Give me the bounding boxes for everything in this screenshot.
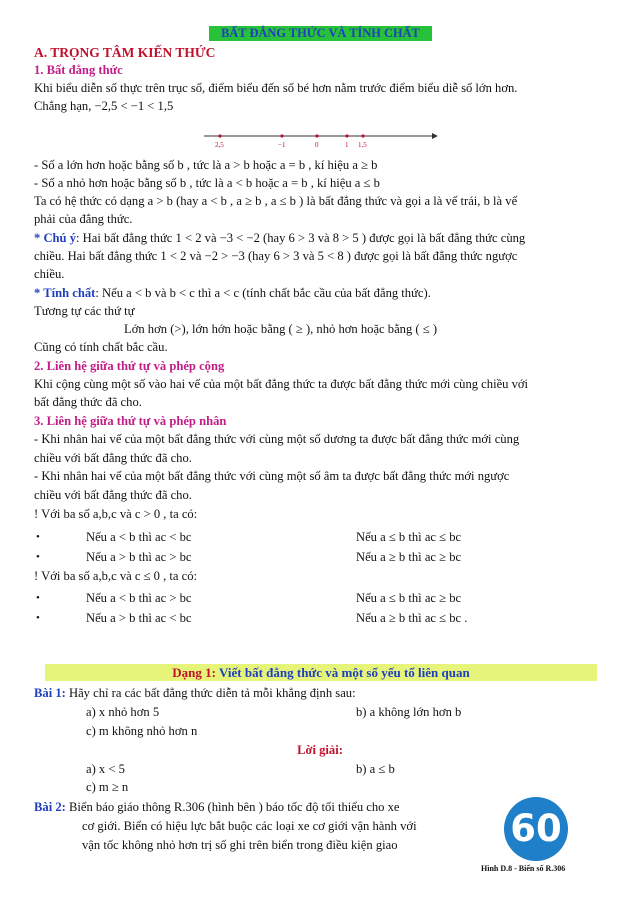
line-definition-cont: phải của đẳng thức.: [34, 212, 133, 226]
note-line-1: [34, 231, 525, 246]
rule-3-left: Nếu a < b thì ac > bc: [86, 591, 192, 605]
rule-4-left: Nếu a > b thì ac < bc: [86, 611, 192, 625]
bullet-2: •: [36, 551, 40, 563]
exercise-2-line-2: cơ giới. Biển có hiệu lực bắt buộc các loại xe cơ giới vận hành với: [82, 819, 417, 833]
rule-3-right: Nếu a ≤ b thì ac ≥ bc: [356, 591, 462, 605]
heading-1: 1. Bất đẳng thức: [34, 63, 123, 77]
section-a-heading: A. TRỌNG TÂM KIẾN THỨC: [34, 45, 216, 60]
property-line-3: Lớn hơn (>), lớn hớn hoặc bằng ( ≥ ), nhỏ hơn hoặc bằng ( ≤ ): [124, 322, 438, 336]
note-label: * Chú ý: [34, 231, 76, 245]
condition-nonpositive: ! Với ba số a,b,c và c ≤ 0 , ta có:: [34, 569, 198, 583]
rule-1-left: Nếu a < b thì ac < bc: [86, 530, 192, 544]
section-3-line-1: - Khi nhân hai vế của một bất đẳng thức với cùng một số dương ta được bất đẳng thức mới cùng: [34, 432, 520, 446]
rule-2-right: Nếu a ≥ b thì ac ≥ bc: [356, 550, 462, 564]
property-label: * Tính chất: [34, 286, 96, 300]
exercise-type-banner: [45, 664, 597, 681]
heading-3: 3. Liên hệ giữa thứ tự và phép nhân: [34, 414, 227, 428]
tick-label-2: 0: [315, 141, 319, 149]
exercise-1-prompt: [34, 686, 356, 701]
note-line-3: chiều.: [34, 267, 65, 281]
property-line-2: Tương tự các thứ tự: [34, 304, 135, 318]
section-2-line-2: bất đẳng thức đã cho.: [34, 395, 142, 409]
line-le: - Số a nhỏ hơn hoặc bằng số b , tức là a < b hoặc a = b , kí hiệu a ≤ b: [34, 176, 380, 190]
rule-2-left: Nếu a > b thì ac > bc: [86, 550, 192, 564]
number-line: [200, 128, 440, 152]
exercise-1-b: b) a không lớn hơn b: [356, 705, 462, 719]
bullet-3: •: [36, 592, 40, 604]
exercise-1-label: Bài 1:: [34, 686, 66, 700]
document-title: BẤT ĐẲNG THỨC VÀ TÍNH CHẤT: [209, 26, 432, 41]
bullet-4: •: [36, 612, 40, 624]
section-3-line-3: - Khi nhân hai vế của một bất đẳng thức với cùng một số âm ta được bất đẳng thức mới ngược: [34, 469, 510, 483]
property-line-4: Cũng có tính chất bắc cầu.: [34, 340, 168, 354]
solution-heading: Lời giải:: [297, 743, 343, 757]
heading-2: 2. Liên hệ giữa thứ tự và phép cộng: [34, 359, 225, 373]
property-line-1: [34, 286, 431, 301]
section-3-line-2: chiều với bất đẳng thức đã cho.: [34, 451, 192, 465]
rule-1-right: Nếu a ≤ b thì ac ≤ bc: [356, 530, 462, 544]
exercise-1-text: Hãy chỉ ra các bất đẳng thức diễn tả mỗi khẳng định sau:: [65, 686, 356, 700]
note-text-1: : Hai bất đẳng thức 1 < 2 và −3 < −2 (hay 6 > 3 và 8 > 5 ) được gọi là bất đẳng thức cùng: [76, 231, 526, 245]
paragraph-1: Khi biểu diễn số thực trên trục số, điểm biểu đến số bé hơn nằm trước điểm biểu diễ số lớn hơn.: [34, 81, 518, 95]
tick-label-1: −1: [278, 141, 286, 149]
tick-label-3: 1: [345, 141, 349, 149]
sign-caption: Hình D.8 - Biển số R.306: [481, 864, 566, 873]
bullet-1: •: [36, 531, 40, 543]
exercise-2-text-1: Biển báo giáo thông R.306 (hình bên ) báo tốc độ tối thiểu cho xe: [65, 800, 400, 814]
condition-positive: ! Với ba số a,b,c và c > 0 , ta có:: [34, 507, 198, 521]
section-2-line-1: Khi cộng cùng một số vào hai vế của một bất đẳng thức ta được bất đẳng thức mới cùng chiều với: [34, 377, 529, 391]
speed-sign-60: 60: [504, 797, 568, 861]
property-text-1: : Nếu a < b và b < c thì a < c (tính chất bắc cầu của bất đẳng thức).: [95, 286, 431, 300]
exercise-type-label: Dạng 1:: [172, 665, 216, 680]
section-3-line-4: chiều với bất đẳng thức đã cho.: [34, 488, 192, 502]
exercise-1-a: a) x nhỏ hơn 5: [86, 705, 160, 719]
exercise-2-line-3: vận tốc không nhỏ hơn trị số ghi trên biển trong điều kiện giao: [82, 838, 398, 852]
answer-c: c) m ≥ n: [86, 780, 129, 794]
tick-label-4: 1,5: [358, 141, 367, 149]
line-definition: Ta có hệ thức có dạng a > b (hay a < b , a ≥ b , a ≤ b ) là bất đẳng thức và gọi a là vế trái, b là vế: [34, 194, 518, 208]
exercise-type-title: Viết bất đẳng thức và một số yếu tố liên quan: [215, 665, 470, 680]
exercise-2-label: Bài 2:: [34, 800, 66, 814]
line-ge: - Số a lớn hơn hoặc bằng số b , tức là a > b hoặc a = b , kí hiệu a ≥ b: [34, 158, 378, 172]
tick-label-0: 2,5: [215, 141, 224, 149]
rule-4-right: Nếu a ≥ b thì ac ≤ bc .: [356, 611, 468, 625]
paragraph-2: Chẳng hạn, −2,5 < −1 < 1,5: [34, 99, 174, 113]
answer-b: b) a ≤ b: [356, 762, 395, 776]
exercise-2-line-1: [34, 800, 400, 815]
answer-a: a) x < 5: [86, 762, 125, 776]
note-line-2: chiều. Hai bất đẳng thức 1 < 2 và −2 > −3 (hay 6 > 3 và 5 < 8 ) được gọi là bất đẳng thức ngược: [34, 249, 518, 263]
exercise-1-c: c) m không nhỏ hơn n: [86, 724, 198, 738]
